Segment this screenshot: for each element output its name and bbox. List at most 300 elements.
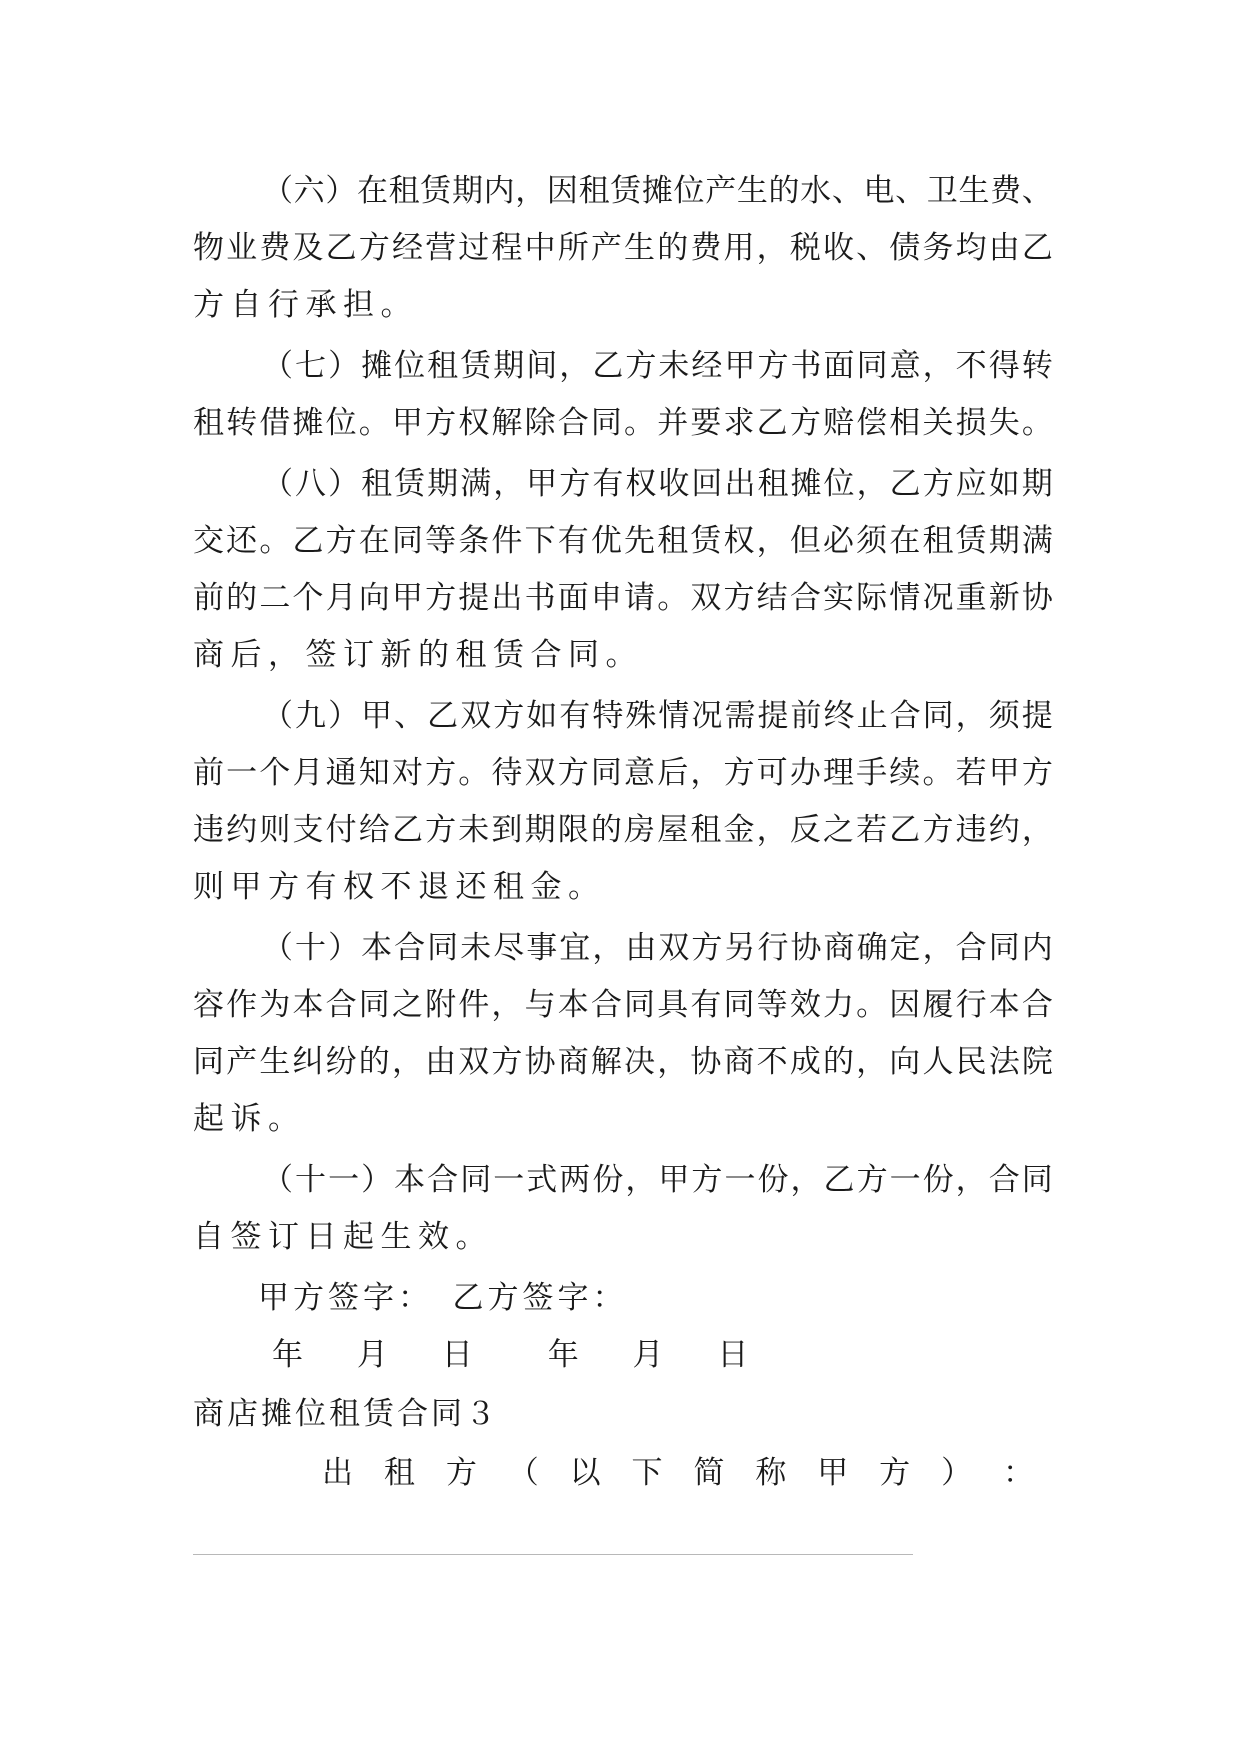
text-char: 营 (425, 230, 457, 266)
text-char: 出 (322, 1455, 353, 1491)
text-char: 双 (460, 698, 492, 734)
text-char: 法 (988, 1044, 1020, 1080)
text-char: 未 (458, 812, 490, 848)
text-char: 商 (723, 1044, 755, 1080)
text-char: ： (1002, 1455, 1034, 1491)
text-char: 本 (988, 987, 1020, 1023)
text-char: 中 (524, 230, 556, 266)
text-char: 产 (705, 173, 737, 209)
clause-10-line-3 (193, 1042, 1053, 1082)
clause-9-line-3 (193, 810, 1053, 850)
text-char: 双 (458, 1044, 490, 1080)
text-char: 件 (491, 523, 523, 559)
text-char: 商 (557, 1044, 589, 1080)
text-char: 本 (361, 930, 393, 966)
text-char: 经 (691, 348, 723, 384)
text-char: 殊 (625, 698, 657, 734)
text-char: 由 (988, 230, 1020, 266)
text-char: 份 (592, 1162, 624, 1198)
text-char: 房 (624, 812, 656, 848)
text-char: （ (262, 1162, 293, 1198)
clause-9-line-4 (193, 867, 1053, 907)
text-char: 自 (193, 1219, 231, 1255)
text-char: 权 (343, 869, 381, 905)
text-char: ， (268, 637, 306, 673)
text-char: 起 (193, 1101, 231, 1137)
text-char: 还 (226, 523, 258, 559)
text-char: 同 (988, 930, 1020, 966)
text-char: ， (657, 1044, 689, 1080)
text-char: 况 (691, 698, 723, 734)
text-char: 生 (380, 1219, 418, 1255)
text-char: 产 (226, 1044, 258, 1080)
text-char: 纷 (325, 1044, 357, 1080)
text-char: 关 (922, 405, 954, 441)
text-char: 与 (524, 987, 556, 1023)
text-char: 甲 (526, 466, 558, 502)
text-char: 合 (394, 930, 426, 966)
text-char: 费 (259, 230, 291, 266)
text-char: 协 (524, 1044, 556, 1080)
text-char: 前 (790, 698, 822, 734)
text-char: 需 (724, 698, 756, 734)
text-char: 日 (305, 1219, 343, 1255)
text-char: 由 (425, 1044, 457, 1080)
text-char: 方 (625, 348, 657, 384)
text-char: 可 (756, 755, 788, 791)
text-char: 甲 (361, 698, 393, 734)
text-char: 份 (757, 1162, 789, 1198)
text-char: ， (515, 173, 547, 209)
text-char: 赁 (690, 523, 722, 559)
text-char: 由 (625, 930, 657, 966)
text-char: ） (328, 466, 360, 502)
text-char: 合 (590, 987, 622, 1023)
clause-7-line-2 (193, 403, 1053, 443)
text-char: 合 (530, 637, 568, 673)
text-char: 相 (889, 405, 921, 441)
text-char: 方 (723, 755, 755, 791)
text-char: 用 (723, 230, 755, 266)
text-char: 书 (790, 348, 822, 384)
text-char: 赁 (955, 523, 987, 559)
text-char: 方 (1021, 755, 1053, 791)
text-char: ， (1021, 812, 1053, 848)
text-char: 。 (458, 755, 490, 791)
text-char: ， (955, 698, 987, 734)
text-char: 效 (418, 1219, 456, 1255)
text-char: 知 (358, 755, 390, 791)
text-char: 行 (955, 987, 987, 1023)
text-char: 下 (524, 523, 556, 559)
clause-8-line-4 (193, 635, 1053, 675)
text-char: 同 (193, 1044, 224, 1080)
text-char: 。 (358, 405, 390, 441)
text-char: 方 (193, 287, 231, 323)
text-char: 未 (460, 930, 492, 966)
text-char: 情 (658, 698, 690, 734)
text-char: 赁 (493, 637, 531, 673)
text-char: 办 (789, 755, 821, 791)
text-char: ， (625, 1162, 657, 1198)
text-char: 合 (988, 1162, 1020, 1198)
text-char: 租 (493, 869, 531, 905)
text-char: 同 (427, 930, 459, 966)
text-char: 位 (394, 348, 426, 384)
text-char: 同 (1021, 1162, 1053, 1198)
text-char: 、 (856, 230, 888, 266)
text-char: 的 (358, 1044, 390, 1080)
text-char: 求 (723, 405, 755, 441)
text-char: 前 (193, 755, 224, 791)
text-char: 电 (863, 173, 895, 209)
text-char: 出 (491, 580, 523, 616)
text-char: 屋 (657, 812, 689, 848)
text-char: 承 (305, 287, 343, 323)
text-char: 得 (988, 348, 1020, 384)
text-char: 履 (922, 987, 954, 1023)
text-char: 同 (460, 1162, 492, 1198)
text-char: 方 (425, 405, 457, 441)
text-char: 面 (823, 348, 855, 384)
text-char: （ (507, 1455, 539, 1491)
text-char: 租 (757, 466, 789, 502)
text-char: 合 (427, 1162, 459, 1198)
text-char: 摊 (292, 405, 324, 441)
text-char: 甲 (658, 1162, 690, 1198)
text-char: 重 (955, 580, 987, 616)
text-char: 方 (757, 348, 789, 384)
text-char: （ (262, 466, 293, 502)
text-char: （ (262, 348, 293, 384)
text-char: 本 (292, 987, 324, 1023)
text-char: 件 (458, 987, 490, 1023)
text-char: 的 (822, 1044, 854, 1080)
text-char: 结 (756, 580, 788, 616)
text-char: 乙 (1021, 230, 1053, 266)
text-char: 的 (226, 580, 258, 616)
text-char: 给 (358, 812, 390, 848)
text-char: 卫 (926, 173, 958, 209)
text-char: 式 (526, 1162, 558, 1198)
text-char: 效 (789, 987, 821, 1023)
text-char: 位 (823, 466, 855, 502)
text-char: 书 (524, 580, 556, 616)
text-char: 因 (889, 987, 921, 1023)
text-char: 。 (380, 287, 418, 323)
text-char: 权 (625, 466, 657, 502)
text-char: 附 (425, 987, 457, 1023)
text-char: 方 (325, 523, 357, 559)
text-char: ， (756, 230, 788, 266)
text-char: 作 (226, 987, 258, 1023)
text-char: 月 (292, 755, 324, 791)
text-char: 一 (226, 755, 258, 791)
text-char: 个 (259, 755, 291, 791)
text-char: 容 (193, 987, 224, 1023)
text-char: 方 (691, 930, 723, 966)
text-char: 份 (922, 1162, 954, 1198)
text-char: 租 (578, 173, 610, 209)
text-char: 请 (624, 580, 656, 616)
text-char: 付 (325, 812, 357, 848)
text-char: 权 (458, 405, 490, 441)
text-char: 期 (524, 812, 556, 848)
text-char: ， (690, 755, 722, 791)
text-char: 摊 (641, 173, 673, 209)
text-char: 纠 (292, 1044, 324, 1080)
text-char: 民 (955, 1044, 987, 1080)
text-char: 方 (789, 405, 821, 441)
text-char: 若 (955, 755, 987, 791)
text-char: 因 (546, 173, 578, 209)
text-char: 签 (230, 1219, 268, 1255)
text-char: 除 (524, 405, 556, 441)
text-char: 确 (856, 930, 888, 966)
text-char: ） (941, 1455, 973, 1491)
text-char: 十 (295, 1162, 327, 1198)
text-char: 定 (889, 930, 921, 966)
text-char: 订 (343, 637, 381, 673)
clause-10-line-1 (262, 928, 1053, 968)
clause-10-line-4 (193, 1099, 1053, 1139)
text-char: 偿 (856, 405, 888, 441)
text-char: ， (756, 523, 788, 559)
text-char: 有 (305, 869, 343, 905)
text-char: 租 (455, 637, 493, 673)
text-char: 情 (889, 580, 921, 616)
text-char: 租 (427, 348, 459, 384)
text-char: 乙 (889, 812, 921, 848)
text-char: 。 (605, 637, 643, 673)
text-char: 双 (658, 930, 690, 966)
text-char: ， (756, 812, 788, 848)
text-char: 提 (458, 580, 490, 616)
text-char: 况 (922, 580, 954, 616)
clause-9-line-1 (262, 696, 1053, 736)
text-char: 二 (259, 580, 291, 616)
text-char: 一 (724, 1162, 756, 1198)
text-char: 个 (292, 580, 324, 616)
text-char: 应 (955, 466, 987, 502)
text-char: 的 (768, 173, 800, 209)
text-char: 申 (590, 580, 622, 616)
clause-7-line-1 (262, 346, 1053, 386)
text-char: 方 (268, 869, 306, 905)
text-char: 院 (1021, 1044, 1053, 1080)
text-char: 面 (557, 580, 589, 616)
text-char: 订 (268, 1219, 306, 1255)
clause-9-line-2 (193, 753, 1053, 793)
text-char: （ (262, 698, 293, 734)
text-char: 方 (425, 812, 457, 848)
text-char: 双 (524, 755, 556, 791)
text-char: 担 (343, 287, 381, 323)
text-char: 九 (295, 698, 327, 734)
text-char: 赁 (420, 173, 452, 209)
text-char: 方 (922, 466, 954, 502)
text-char: 行 (757, 930, 789, 966)
text-char: ， (922, 348, 954, 384)
text-char: 出 (724, 466, 756, 502)
text-char: 摊 (790, 466, 822, 502)
text-char: 债 (889, 230, 921, 266)
text-char: 。 (922, 755, 954, 791)
text-char: 收 (822, 230, 854, 266)
text-char: ） (325, 173, 357, 209)
text-char: 过 (458, 230, 490, 266)
blank-underline (193, 1554, 913, 1555)
text-char: 甲 (391, 405, 423, 441)
lessor-line (322, 1453, 1034, 1493)
text-char: 本 (557, 987, 589, 1023)
text-char: 在 (356, 173, 388, 209)
text-char: 间 (526, 348, 558, 384)
text-char: 甲 (391, 580, 423, 616)
text-char: 同 (590, 755, 622, 791)
text-char: 商 (193, 637, 231, 673)
text-char: 损 (955, 405, 987, 441)
text-char: 如 (526, 698, 558, 734)
text-char: 乙 (756, 405, 788, 441)
text-char: 。 (568, 869, 606, 905)
text-char: 提 (1021, 698, 1053, 734)
text-char: 经 (391, 230, 423, 266)
text-char: 金 (530, 869, 568, 905)
text-char: 赁 (460, 348, 492, 384)
text-char: 同 (856, 348, 888, 384)
clause-6-line-3 (193, 285, 1053, 325)
text-char: 际 (856, 580, 888, 616)
text-char: 内 (483, 173, 515, 209)
text-char: 成 (789, 1044, 821, 1080)
text-char: 有 (592, 466, 624, 502)
text-char: 生 (624, 230, 656, 266)
text-char: 人 (922, 1044, 954, 1080)
text-char: 方 (559, 466, 591, 502)
text-char: 则 (193, 869, 231, 905)
text-char: 同 (624, 987, 656, 1023)
text-char: 摊 (361, 348, 393, 384)
text-char: 乙 (592, 348, 624, 384)
text-char: 甲 (230, 869, 268, 905)
text-char: 赔 (822, 405, 854, 441)
text-char: 同 (590, 405, 622, 441)
text-char: 甲 (724, 348, 756, 384)
text-char: ） (328, 930, 360, 966)
text-char: 待 (491, 755, 523, 791)
text-char: ， (856, 466, 888, 502)
text-char: 签 (305, 637, 343, 673)
text-char: 满 (460, 466, 492, 502)
text-char: 期 (451, 173, 483, 209)
text-char: 实 (822, 580, 854, 616)
text-char: ， (559, 348, 591, 384)
clause-11-line-1 (262, 1160, 1053, 1200)
text-char: 反 (789, 812, 821, 848)
text-char: 向 (358, 580, 390, 616)
text-char: 之 (822, 812, 854, 848)
text-char: 须 (856, 523, 888, 559)
text-char: 产 (590, 230, 622, 266)
text-char: 商 (823, 930, 855, 966)
text-char: 期 (427, 466, 459, 502)
text-char: 租 (383, 1455, 415, 1491)
text-char: 位 (673, 173, 705, 209)
text-char: 自 (230, 287, 268, 323)
text-char: ， (922, 930, 954, 966)
text-char: 同 (568, 637, 606, 673)
text-char: 费 (990, 173, 1022, 209)
text-char: 诉 (230, 1101, 268, 1137)
text-char: 之 (391, 987, 423, 1023)
text-char: 方 (358, 230, 390, 266)
text-char: 费 (690, 230, 722, 266)
text-char: 一 (889, 1162, 921, 1198)
text-char: ， (491, 987, 523, 1023)
text-char: 未 (658, 348, 690, 384)
text-char: 生 (958, 173, 990, 209)
text-char: ） (328, 348, 360, 384)
text-char: 以 (569, 1455, 601, 1491)
text-char: 赁 (610, 173, 642, 209)
text-char: 到 (491, 812, 523, 848)
text-char: 方 (922, 812, 954, 848)
text-char: 对 (391, 755, 423, 791)
text-char: 要 (690, 405, 722, 441)
text-char: 七 (295, 348, 327, 384)
clause-8-line-1 (262, 464, 1053, 504)
text-char: 行 (268, 287, 306, 323)
text-char: ， (493, 466, 525, 502)
text-char: 必 (822, 523, 854, 559)
text-char: 续 (889, 755, 921, 791)
text-char: 交 (193, 523, 224, 559)
text-char: 如 (988, 466, 1020, 502)
text-char: 意 (889, 348, 921, 384)
text-char: 转 (226, 405, 258, 441)
clause-6-line-2 (193, 228, 1053, 268)
text-char: ） (328, 698, 360, 734)
text-char: 方 (723, 580, 755, 616)
text-char: 乙 (427, 698, 459, 734)
text-char: 期 (493, 348, 525, 384)
text-char: 下 (631, 1455, 663, 1491)
text-char: 十 (295, 930, 327, 966)
text-char: 一 (493, 1162, 525, 1198)
text-char: 赁 (394, 466, 426, 502)
text-char: 双 (690, 580, 722, 616)
text-char: 合 (789, 580, 821, 616)
clause-11-line-2 (193, 1217, 1053, 1257)
text-char: 止 (856, 698, 888, 734)
text-char: 简 (693, 1455, 725, 1491)
text-char: 方 (425, 580, 457, 616)
text-char: （ (262, 173, 293, 209)
text-char: 理 (822, 755, 854, 791)
text-char: 力 (822, 987, 854, 1023)
text-char: ， (790, 1162, 822, 1198)
text-char: 合 (1021, 987, 1053, 1023)
text-char: 终 (823, 698, 855, 734)
text-char: 则 (259, 812, 291, 848)
text-char: 期 (1021, 466, 1053, 502)
text-char: 合 (889, 698, 921, 734)
text-char: 乙 (889, 466, 921, 502)
text-char: 。 (259, 523, 291, 559)
text-char: 本 (394, 1162, 426, 1198)
text-char: 方 (425, 755, 457, 791)
